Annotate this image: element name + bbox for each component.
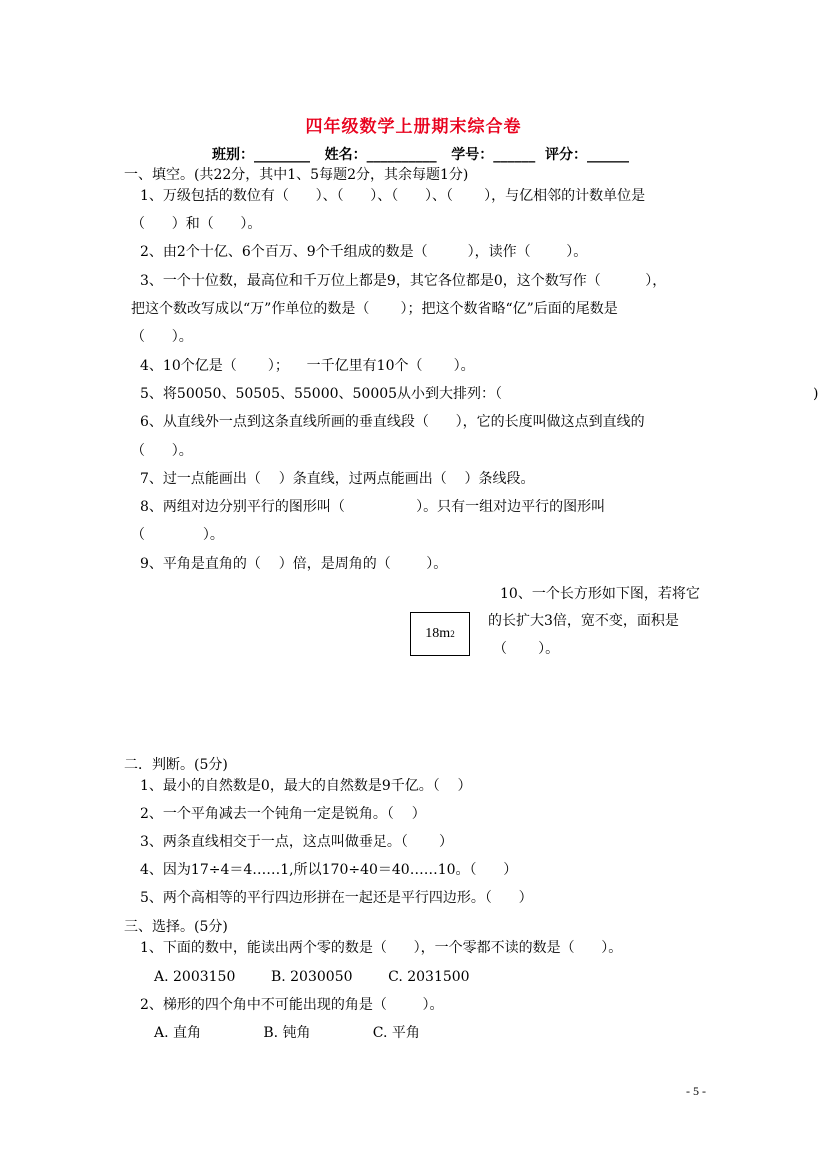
page-number: - 5 -	[686, 1084, 706, 1098]
question-line: 5、将50050、50505、55000、50005从小到大排列：（	[140, 386, 503, 402]
question-line: （ ）。	[131, 443, 193, 459]
question-line: 7、过一点能画出（ ）条直线，过两点能画出（ ）条线段。	[140, 471, 535, 487]
question-line: 把这个数改写成以“万”作单位的数是（ ）；把这个数省略“亿”后面的尾数是	[131, 301, 618, 317]
question-line: 2、一个平角减去一个钝角一定是锐角。（ ）	[140, 806, 426, 822]
question-line: 8、两组对边分别平行的图形叫（ ）。只有一组对边平行的图形叫	[140, 499, 606, 515]
closing-paren: )	[813, 386, 819, 402]
student-info-line: 班别：________ 姓名：__________ 学号：______ 评分：______	[212, 147, 629, 163]
option-line: A. 2003150 B. 2030050 C. 2031500	[154, 969, 470, 985]
question-line: 1、万级包括的数位有（ ）、（ ）、（ ）、（ ），与亿相邻的计数单位是	[140, 188, 646, 204]
rectangle-figure	[410, 612, 470, 656]
question-line: 5、两个高相等的平行四边形拼在一起还是平行四边形。（ ）	[140, 890, 533, 906]
question-line: 4、10个亿是（ ）； 一千亿里有10个（ ）。	[140, 358, 475, 374]
section-2-heading: 二．判断。(5分)	[124, 757, 228, 773]
option-line: A. 直角 B. 钝角 C. 平角	[154, 1025, 420, 1041]
section-3-heading: 三、选择。(5分)	[124, 919, 228, 935]
question-line: 10、一个长方形如下图，若将它	[500, 586, 700, 602]
exam-title: 四年级数学上册期末综合卷	[305, 117, 522, 137]
question-line: 3、一个十位数，最高位和千万位上都是9，其它各位都是0，这个数写作（ ），	[140, 273, 667, 289]
question-line: （ ）。	[131, 329, 193, 345]
question-line: 4、因为17÷4＝4……1,所以170÷40＝40……10。（ ）	[140, 862, 518, 878]
question-line: 2、梯形的四个角中不可能出现的角是（ ）。	[140, 997, 444, 1013]
question-line: 2、由2个十亿、6个百万、9个千组成的数是（ ），读作（ ）。	[140, 244, 588, 260]
question-line: 9、平角是直角的（ ）倍，是周角的（ ）。	[140, 556, 448, 572]
question-line: （ ）。	[493, 641, 560, 657]
question-line: 3、两条直线相交于一点，这点叫做垂足。（ ）	[140, 834, 454, 850]
question-line: 的长扩大3倍，宽不变，面积是	[488, 613, 679, 629]
question-line: （ ）。	[131, 527, 224, 543]
rectangle-area-value: 18m	[425, 626, 451, 641]
question-line: （ ）和（ ）。	[131, 216, 262, 232]
question-line: 1、下面的数中，能读出两个零的数是（ ），一个零都不读的数是（ ）。	[140, 940, 623, 956]
section-1-heading: 一、填空。(共22分，其中1、5每题2分，其余每题1分)	[124, 167, 469, 183]
rectangle-area-exponent: 2	[450, 629, 455, 639]
question-line: 6、从直线外一点到这条直线所画的垂直线段（ ），它的长度叫做这点到直线的	[140, 414, 645, 430]
question-line: 1、最小的自然数是0，最大的自然数是9千亿。（ ）	[140, 778, 472, 794]
